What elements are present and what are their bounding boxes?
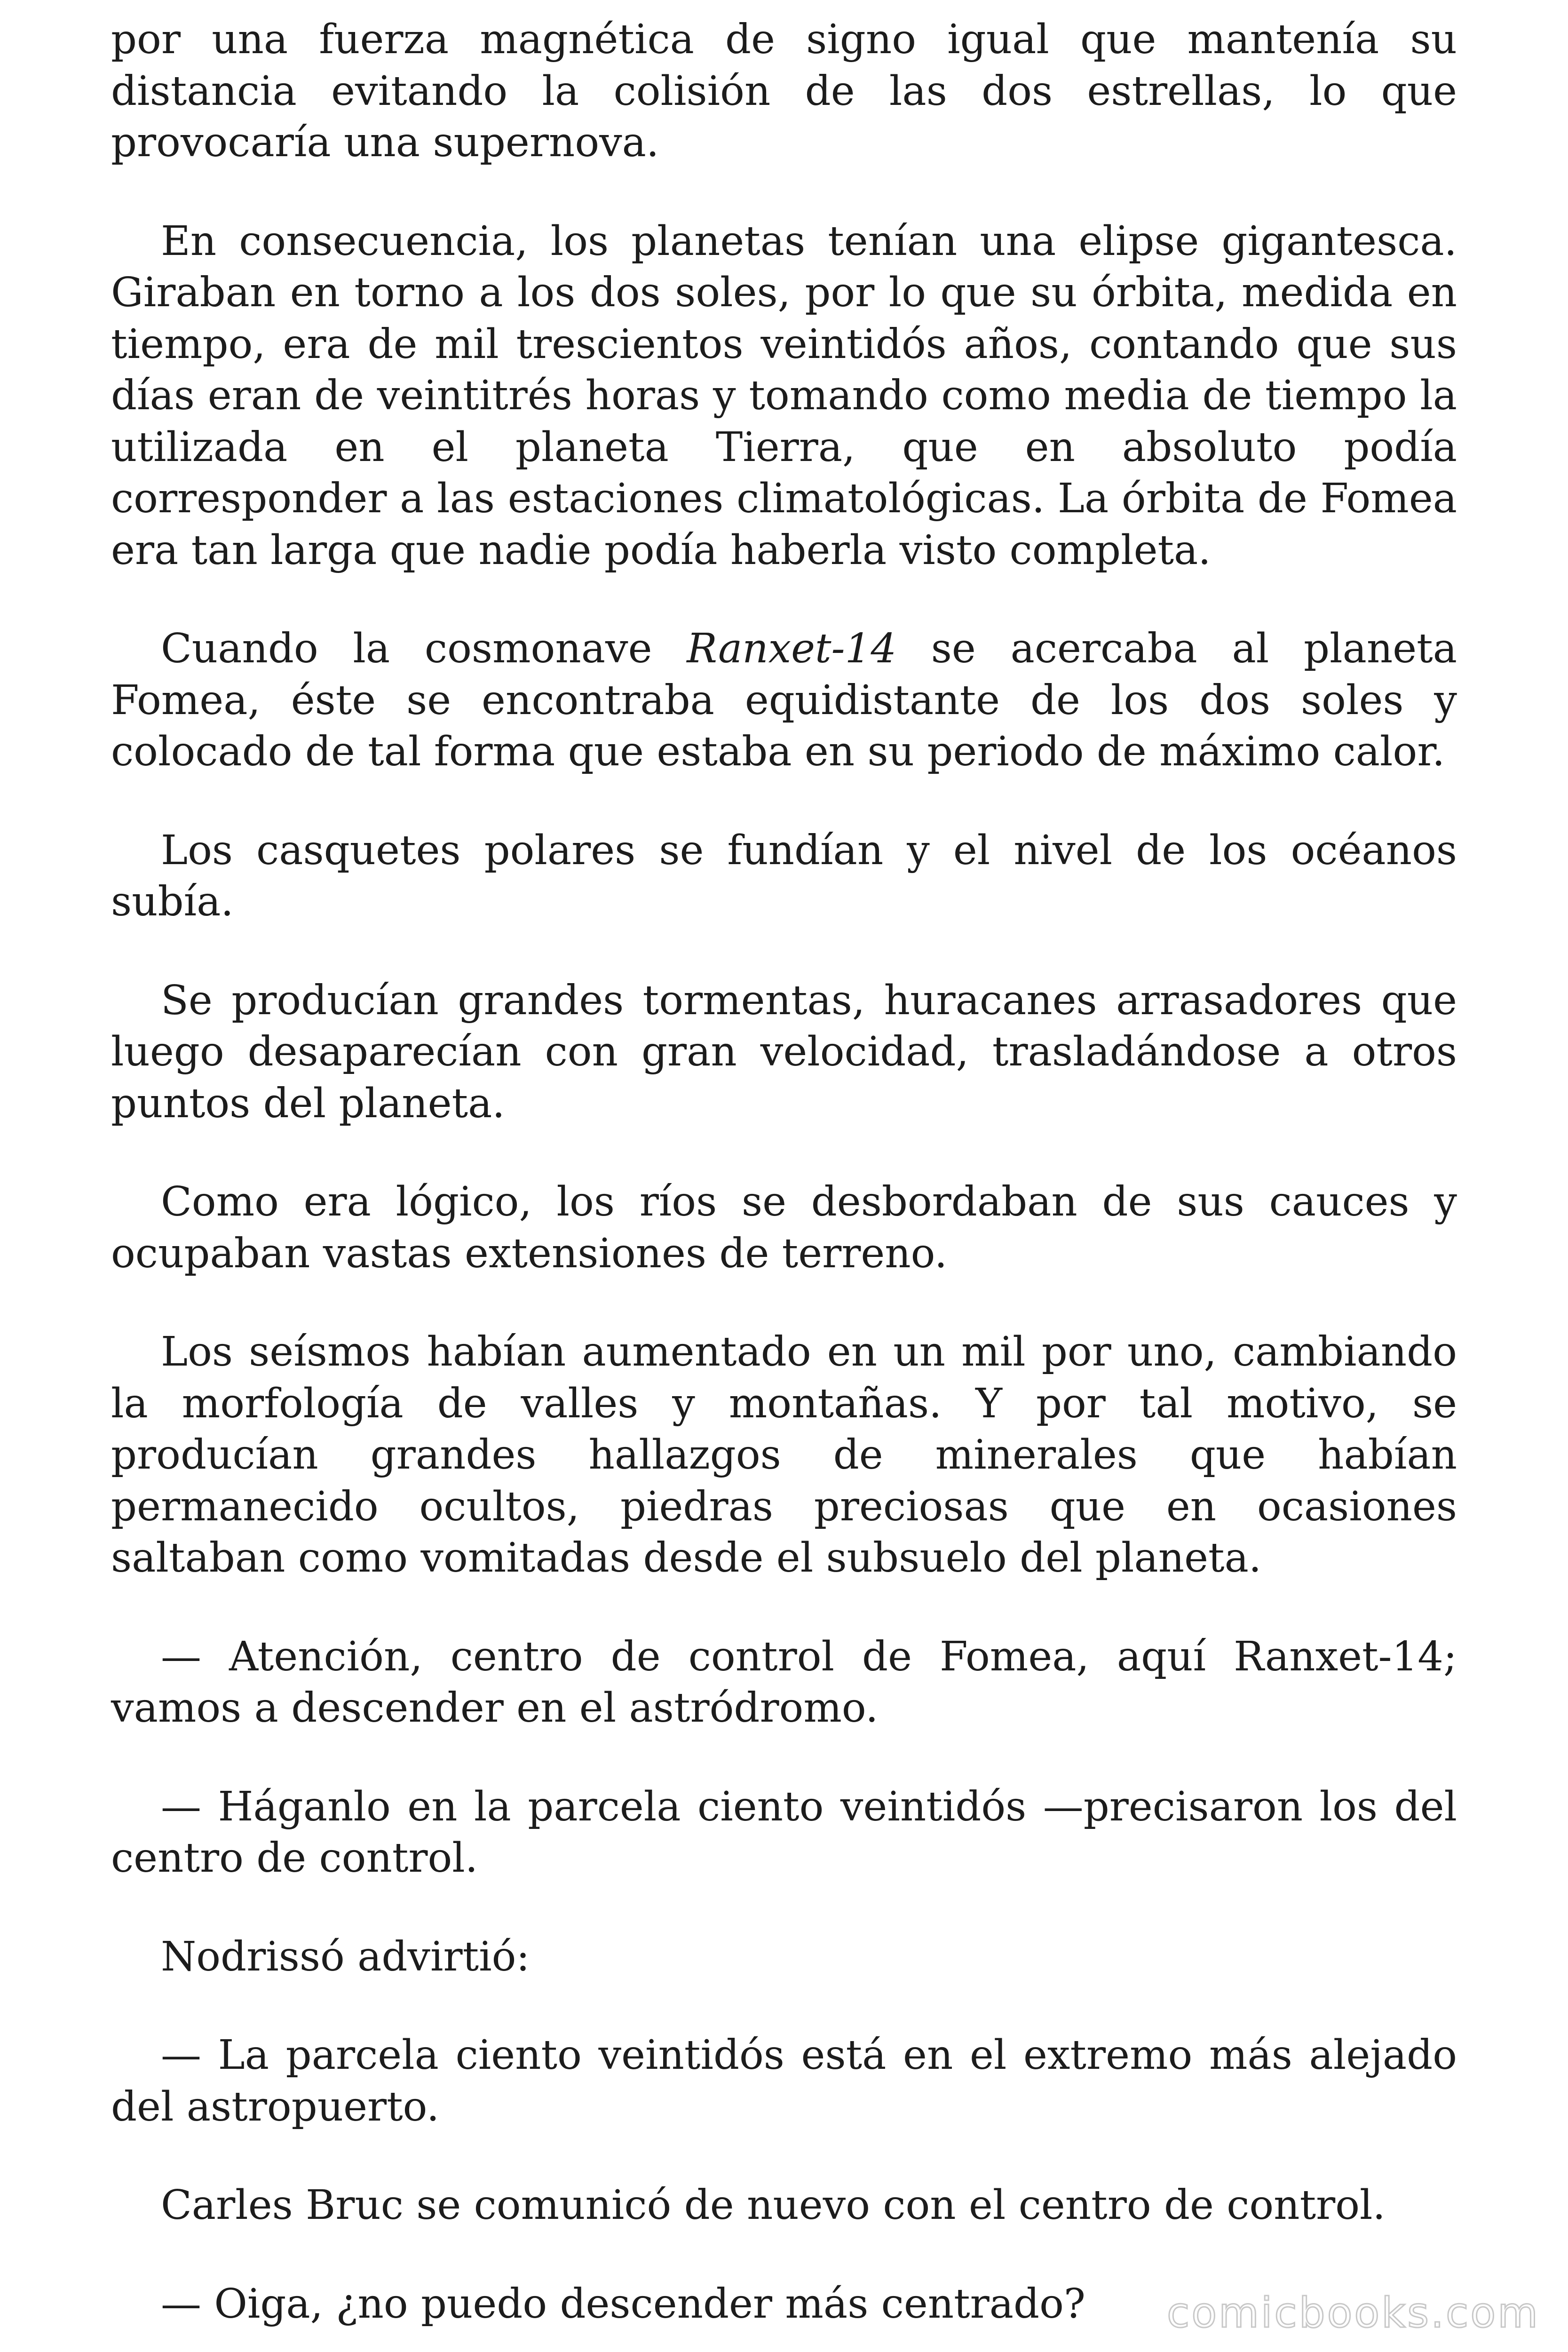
paragraph-7: Los seísmos habían aumentado en un mil por uno, cambiando la morfología de valles y montañas. Y por tal motivo, se producían grandes hallazgos de minerales que habían permanecido ocultos, piedras preciosas que en ocasiones saltaban como vomitadas desde el subsuelo del planeta.	[111, 1328, 1457, 1581]
paragraph-3	[111, 623, 1457, 778]
paragraph-3-lead: Cuando la cosmonave	[161, 625, 687, 672]
paragraph-4: Los casquetes polares se fundían y el nivel de los océanos subía.	[111, 826, 1457, 925]
paragraph-10: Nodrissó advirtió:	[161, 1933, 530, 1980]
paragraph-1: por una fuerza magnética de signo igual que mantenía su distancia evitando la colisión de las dos estrellas, lo que provocaría una supernova.	[111, 16, 1457, 166]
watermark: comicbooks.com	[1166, 2288, 1540, 2337]
paragraph-12: Carles Bruc se comunicó de nuevo con el centro de control.	[161, 2182, 1386, 2229]
paragraph-6: Como era lógico, los ríos se desbordaban de sus cauces y ocupaban vastas extensiones de terreno.	[111, 1178, 1457, 1277]
paragraph-3-rest: se acercaba al planeta Fomea, éste se encontraba equidistante de los dos soles y colocado de tal forma que estaba en su periodo de máximo calor.	[111, 625, 1457, 775]
dialogue-1: — Atención, centro de control de Fomea, aquí Ranxet-14; vamos a descender en el astródromo.	[111, 1633, 1457, 1732]
dialogue-2: — Háganlo en la parcela ciento veintidós —precisaron los del centro de control.	[111, 1783, 1457, 1882]
paragraph-2: En consecuencia, los planetas tenían una elipse gigantesca. Giraban en torno a los dos soles, por lo que su órbita, medida en tiempo, era de mil trescientos veintidós años, contando que sus días eran de veintitrés horas y tomando como media de tiempo la utilizada en el planeta Tierra, que en absoluto podía corresponder a las estaciones climatológicas. La órbita de Fomea era tan larga que nadie podía haberla visto completa.	[111, 217, 1457, 574]
dialogue-4: — Oiga, ¿no puedo descender más centrado?	[161, 2280, 1085, 2328]
dialogue-3: — La parcela ciento veintidós está en el extremo más alejado del astropuerto.	[111, 2032, 1457, 2130]
paragraph-5: Se producían grandes tormentas, huracanes arrasadores que luego desaparecían con gran velocidad, trasladándose a otros puntos del planeta.	[111, 977, 1457, 1127]
ship-name: Ranxet-14	[687, 625, 897, 672]
